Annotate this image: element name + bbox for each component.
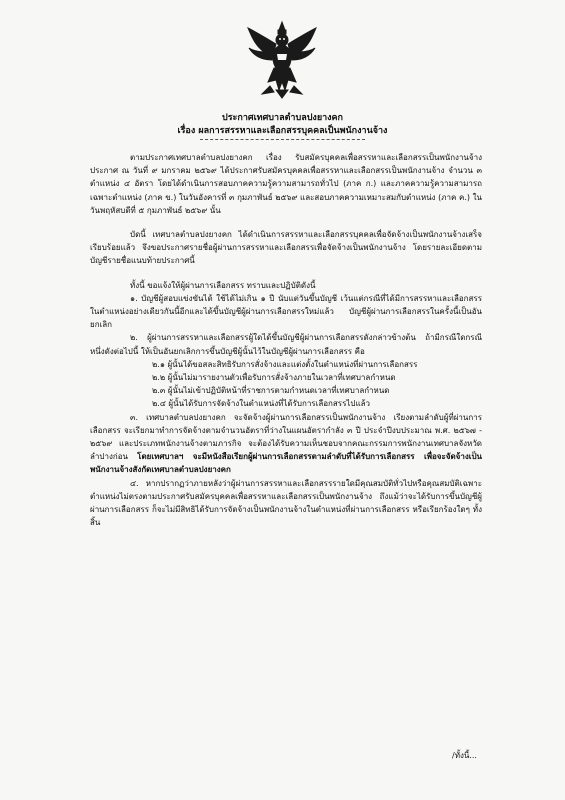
intro-paragraph: ตามประกาศเทศบาลตำบลปงยางคก เรื่อง รับสมัครบุคคลเพื่อสรรหาและเลือกสรรเป็นพนักงานจ้าง ประกาศ ณ วันที่ ๙ มกราคม ๒๕๖๙ ได้ประกาศรับสมัครบุคคลเพื่อสรรหาและเลือกสรรเป็นพนักงานจ้าง จำนวน ๓ ตำแหน่ง ๔ อัตรา โดยได้ดำเนินการสอบภาคความรู้ความสามารถทั่วไป (ภาค ก.) และภาคความรู้ความสามารถเฉพาะตำแหน่ง (ภาค ข.) ในวันอังคารที่ ๓ กุมภาพันธ์ ๒๕๖๙ และสอบภาคความเหมาะสมกับตำแหน่ง (ภาค ค.) ในวันพฤหัสบดีที่ ๕ กุมภาพันธ์ ๒๕๖๙ นั้น <box>90 153 482 215</box>
sub-item-2-1: ๒.๑ ผู้นั้นได้ขอสละสิทธิรับการสั่งจ้างและแต่งตั้งในตำแหน่งที่ผ่านการเลือกสรร <box>152 359 418 369</box>
continued-marker: /ทั้งนี้... <box>452 751 477 760</box>
item-2: ๒. ผู้ผ่านการสรรหาและเลือกสรรผู้ใดได้ขึ้นบัญชีผู้ผ่านการเลือกสรรดังกล่าวข้างต้น ถ้ามีกรณีใดกรณีหนึ่งดังต่อไปนี้ ให้เป็นอันยกเลิกการขึ้นบัญชีผู้นั้นไว้ในบัญชีผู้ผ่านการเลือกสรร คือ <box>90 333 482 356</box>
result-paragraph: บัดนี้ เทศบาลตำบลปงยางคก ได้ดำเนินการสรรหาและเลือกสรรบุคคลเพื่อจัดจ้างเป็นพนักงานจ้างเสร็จเรียบร้อยแล้ว จึงขอประกาศรายชื่อผู้ผ่านการสรรหาและเลือกสรรเพื่อจัดจ้างเป็นพนักงานจ้าง โดยรายละเอียดตามบัญชีรายชื่อแนบท้ายประกาศนี้ <box>90 230 482 266</box>
announcement-title: ประกาศเทศบาลตำบลปงยางคก <box>221 113 344 123</box>
announcement-body <box>90 151 482 529</box>
sub-item-2-4: ๒.๔ ผู้นั้นได้รับการจัดจ้างในตำแหน่งที่ได้รับการเลือกสรรไปแล้ว <box>152 399 371 409</box>
divider <box>200 139 365 140</box>
sub-item-2-3: ๒.๓ ผู้นั้นไม่เข้าปฏิบัติหน้าที่ราชการตามกำหนดเวลาที่เทศบาลกำหนด <box>152 386 390 396</box>
item-3-bold-text: โดยเทศบาลฯ จะมีหนังสือเรียกผู้ผ่านการเลือกสรรตามลำดับที่ได้รับการเลือกสรร เพื่อจะจัดจ้างเป็นพนักงานจ้างสังกัดเทศบาลตำบลปงยางคก <box>90 452 482 475</box>
garuda-emblem <box>246 20 318 100</box>
item-4: ๔. หากปรากฏว่าภายหลังว่าผู้ผ่านการสรรหาและเลือกสรรรายใดมีคุณสมบัติทั่วไปหรือคุณสมบัติเฉพาะตำแหน่งไม่ตรงตามประกาศรับสมัครบุคคลเพื่อสรรหาและเลือกสรรเป็นพนักงานจ้าง ถึงแม้ว่าจะได้รับการขึ้นบัญชีผู้ผ่านการเลือกสรร ก็จะไม่มีสิทธิได้รับการจัดจ้างเป็นพนักงานจ้างในตำแหน่งที่ผ่านการเลือกสรร หรือเรียกร้องใดๆ ทั้งสิ้น <box>90 478 482 528</box>
item-3-text: ๓. เทศบาลตำบลปงยางคก จะจัดจ้างผู้ผ่านการเลือกสรรเป็นพนักงานจ้าง เรียงตามลำดับผู้ที่ผ่านการเลือกสรร จะเรียกมาทำการจัดจ้างตามจำนวนอัตราที่ว่างในแผนอัตรากำลัง ๓ ปี ประจำปีงบประมาณ พ.ศ. ๒๕๖๗ - ๒๕๖๙ และประเภทพนักงานจ้างตามภารกิจ จะต้องได้รับความเห็นชอบจากคณะกรรมการพนักงานเทศบาลจังหวัดลำปางก่อน <box>90 412 482 462</box>
item-3 <box>90 411 482 477</box>
sub-item-2-2: ๒.๒ ผู้นั้นไม่มารายงานตัวเพื่อรับการสั่งจ้างภายในเวลาที่เทศบาลกำหนด <box>152 373 396 383</box>
notice-paragraph: ทั้งนี้ ขอแจ้งให้ผู้ผ่านการเลือกสรร ทราบและปฏิบัติดังนี้ <box>130 280 316 290</box>
announcement-subject: เรื่อง ผลการสรรหาและเลือกสรรบุคคลเป็นพนักงานจ้าง <box>177 126 388 136</box>
item-1: ๑. บัญชีผู้สอบแข่งขันได้ ใช้ได้ไม่เกิน ๑ ปี นับแต่วันขึ้นบัญชี เว้นแต่กรณีที่ได้มีการสรรหาและเลือกสรรในตำแหน่งอย่างเดียวกันนี้อีกและได้ขึ้นบัญชีผู้ผ่านการเลือกสรรใหม่แล้ว บัญชีผู้ผ่านการเลือกสรรในครั้งนี้เป็นอันยกเลิก <box>90 293 482 330</box>
